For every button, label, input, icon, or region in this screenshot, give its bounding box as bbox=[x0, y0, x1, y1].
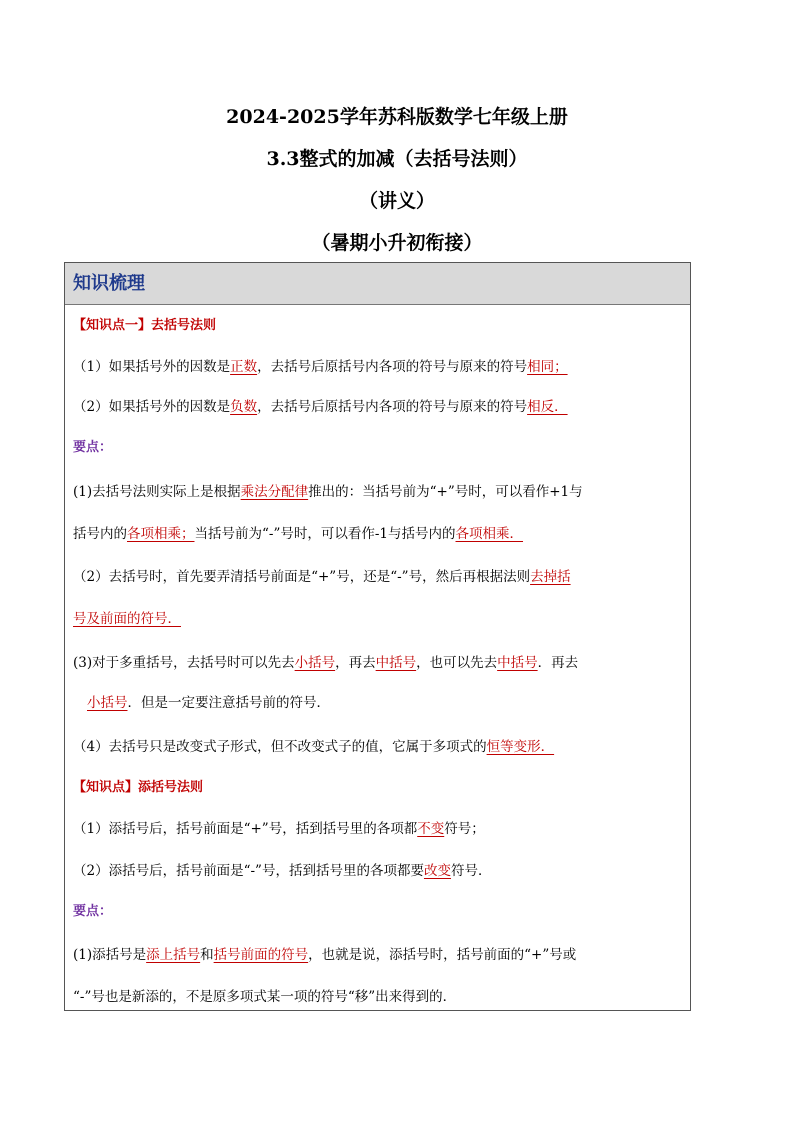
lesson-title: 3.3整式的加减（去括号法则） bbox=[266, 148, 528, 170]
kp2-point-1-line-1: (1)添括号是添上括号和括号前面的符号，也就是说，添括号时，括号前面的“+”号或 bbox=[73, 947, 577, 963]
doc-title: 2024-2025学年苏科版数学七年级上册 bbox=[226, 106, 568, 128]
kp1-point-3-line-1: (3)对于多重括号，去括号时可以先去小括号，再去中括号，也可以先去中括号．再去 bbox=[73, 655, 579, 671]
kp1-point-2-line-2: 号及前面的符号． bbox=[73, 611, 181, 627]
kp2-key-label: 要点： bbox=[73, 904, 113, 919]
kp2-rule-2: （2）添括号后，括号前面是“-”号，括到括号里的各项都要改变符号． bbox=[73, 863, 492, 879]
kp2-point-1-line-2: “-”号也是新添的，不是原多项式某一项的符号“移”出来得到的． bbox=[73, 989, 457, 1005]
kp1-point-1-line-2: 括号内的各项相乘；当括号前为“-”号时，可以看作-1与括号内的各项相乘． bbox=[73, 526, 524, 542]
kp1-point-2-line-1: （2）去括号时，首先要弄清括号前面是“+”号，还是“-”号，然后再根据法则去掉括 bbox=[73, 569, 571, 585]
kp1-rule-2: （2）如果括号外的因数是负数，去括号后原括号内各项的符号与原来的符号相反． bbox=[73, 399, 568, 415]
title-block bbox=[0, 96, 794, 264]
box-heading: 知识梳理 bbox=[65, 263, 690, 305]
kp1-title: 【知识点一】去括号法则 bbox=[73, 318, 217, 333]
kp1-point-1-line-1: (1)去括号法则实际上是根据乘法分配律推出的：当括号前为“+”号时，可以看作+1与 bbox=[73, 484, 583, 500]
doc-type: （讲义） bbox=[358, 190, 435, 212]
kp1-rule-1: （1）如果括号外的因数是正数，去括号后原括号内各项的符号与原来的符号相同； bbox=[73, 359, 568, 375]
kp1-key-label: 要点： bbox=[73, 440, 113, 455]
kp2-title: 【知识点】添括号法则 bbox=[73, 780, 204, 795]
kp1-point-4: （4）去括号只是改变式子形式，但不改变式子的值，它属于多项式的恒等变形． bbox=[73, 739, 555, 755]
kp2-rule-1: （1）添括号后，括号前面是“+”号，括到括号里的各项都不变符号； bbox=[73, 821, 485, 837]
doc-subtitle: （暑期小升初衔接） bbox=[311, 232, 483, 254]
knowledge-box bbox=[64, 262, 691, 1011]
kp1-point-3-line-2: 小括号．但是一定要注意括号前的符号． bbox=[87, 695, 330, 711]
